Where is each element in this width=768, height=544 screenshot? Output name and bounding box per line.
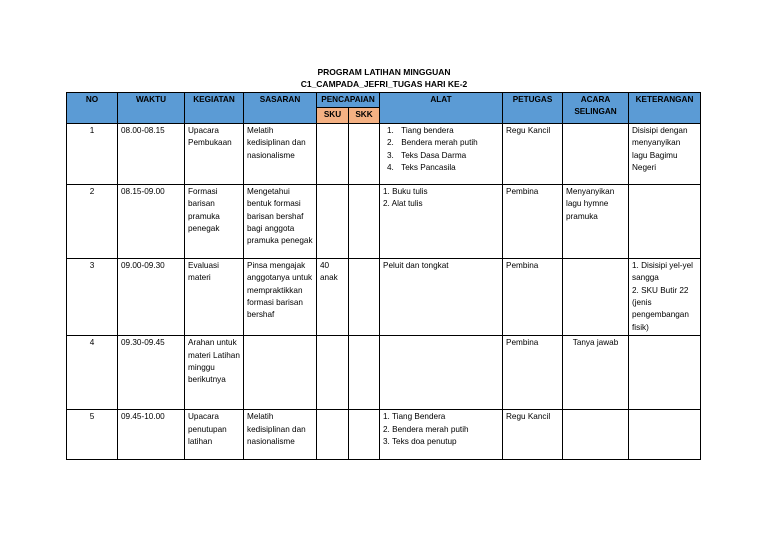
list-item	[383, 150, 499, 162]
cell-sku	[317, 184, 349, 258]
cell-keterangan	[629, 336, 701, 410]
list-item	[383, 137, 499, 149]
header-no: NO	[67, 93, 118, 124]
cell-acara-selingan	[563, 123, 629, 184]
list-item	[383, 162, 499, 174]
list-text: Teks Dasa Darma	[399, 150, 467, 160]
cell-petugas: Pembina	[503, 184, 563, 258]
table-row	[67, 410, 701, 460]
list-number: 3.	[387, 150, 394, 160]
cell-alat	[380, 410, 503, 460]
list-item: 1. Tiang Bendera	[383, 412, 446, 422]
cell-sku	[317, 123, 349, 184]
cell-kegiatan: Arahan untuk materi Latihan minggu berikutnya	[185, 336, 244, 410]
header-skk: SKK	[349, 108, 380, 123]
cell-acara-selingan	[563, 410, 629, 460]
cell-sku	[317, 410, 349, 460]
cell-sasaran: Melatih kedisiplinan dan nasionalisme	[244, 410, 317, 460]
cell-no: 5	[67, 410, 118, 460]
cell-keterangan	[629, 410, 701, 460]
cell-no: 1	[67, 123, 118, 184]
list-item	[383, 125, 499, 137]
cell-keterangan: Disisipi dengan menyanyikan lagu Bagimu Negeri	[629, 123, 701, 184]
header-waktu: WAKTU	[118, 93, 185, 124]
cell-alat	[380, 336, 503, 410]
cell-waktu: 09.00-09.30	[118, 258, 185, 335]
header-keterangan: KETERANGAN	[629, 93, 701, 124]
list-number: 1.	[387, 125, 394, 135]
cell-petugas: Regu Kancil	[503, 410, 563, 460]
cell-sku	[317, 336, 349, 410]
header-petugas: PETUGAS	[503, 93, 563, 124]
cell-alat	[380, 258, 503, 335]
cell-no: 2	[67, 184, 118, 258]
list-item: 3. Teks doa penutup	[383, 437, 457, 447]
header-alat: ALAT	[380, 93, 503, 124]
list-item: 2. Bendera merah putih	[383, 424, 469, 434]
cell-sku: 40 anak	[317, 258, 349, 335]
table-row	[67, 258, 701, 335]
cell-sasaran	[244, 336, 317, 410]
cell-sasaran: Pinsa mengajak anggotanya untuk mempraktikkan formasi barisan bershaf	[244, 258, 317, 335]
cell-keterangan	[629, 184, 701, 258]
list-number: 4.	[387, 163, 394, 173]
table-row	[67, 184, 701, 258]
program-table	[66, 92, 701, 460]
cell-acara-selingan: Menyanyikan lagu hymne pramuka	[563, 184, 629, 258]
list-text: Bendera merah putih	[399, 138, 478, 148]
cell-kegiatan: Upacara Pembukaan	[185, 123, 244, 184]
header-sku: SKU	[317, 108, 349, 123]
header-pencapaian: PENCAPAIAN	[317, 93, 380, 108]
cell-no: 3	[67, 258, 118, 335]
list-item: 1. Buku tulis	[383, 186, 428, 196]
cell-kegiatan: Evaluasi materi	[185, 258, 244, 335]
table-row	[67, 123, 701, 184]
header-acara-selingan: ACARA SELINGAN	[563, 93, 629, 124]
list-item: Peluit dan tongkat	[383, 260, 449, 270]
cell-sasaran: Mengetahui bentuk formasi barisan bershaf bagi anggota pramuka penegak	[244, 184, 317, 258]
list-text: Teks Pancasila	[399, 163, 456, 173]
document-title: PROGRAM LATIHAN MINGGUAN	[317, 67, 451, 77]
cell-alat	[380, 123, 503, 184]
list-item: 1. Disisipi yel-yel sangga	[632, 260, 693, 283]
cell-petugas: Pembina	[503, 336, 563, 410]
list-item: 2. Alat tulis	[383, 199, 423, 209]
cell-kegiatan: Formasi barisan pramuka penegak	[185, 184, 244, 258]
cell-acara-selingan	[563, 258, 629, 335]
document-subtitle: C1_CAMPADA_JEFRI_TUGAS HARI KE-2	[300, 79, 468, 89]
list-number: 2.	[387, 138, 394, 148]
cell-kegiatan: Upacara penutupan latihan	[185, 410, 244, 460]
header-kegiatan: KEGIATAN	[185, 93, 244, 124]
cell-waktu: 08.15-09.00	[118, 184, 185, 258]
cell-sasaran: Melatih kedisiplinan dan nasionalisme	[244, 123, 317, 184]
cell-waktu: 09.30-09.45	[118, 336, 185, 410]
list-item: 2. SKU Butir 22 (jenis pengembangan fisik)	[632, 285, 689, 332]
cell-waktu: 08.00-08.15	[118, 123, 185, 184]
cell-petugas: Regu Kancil	[503, 123, 563, 184]
cell-skk	[349, 336, 380, 410]
cell-no: 4	[67, 336, 118, 410]
cell-waktu: 09.45-10.00	[118, 410, 185, 460]
table-row	[67, 336, 701, 410]
cell-skk	[349, 123, 380, 184]
cell-acara-selingan: Tanya jawab	[563, 336, 629, 410]
cell-skk	[349, 258, 380, 335]
cell-skk	[349, 184, 380, 258]
cell-petugas: Pembina	[503, 258, 563, 335]
cell-keterangan	[629, 258, 701, 335]
cell-alat	[380, 184, 503, 258]
cell-skk	[349, 410, 380, 460]
header-sasaran: SASARAN	[244, 93, 317, 124]
list-text: Tiang bendera	[399, 125, 454, 135]
